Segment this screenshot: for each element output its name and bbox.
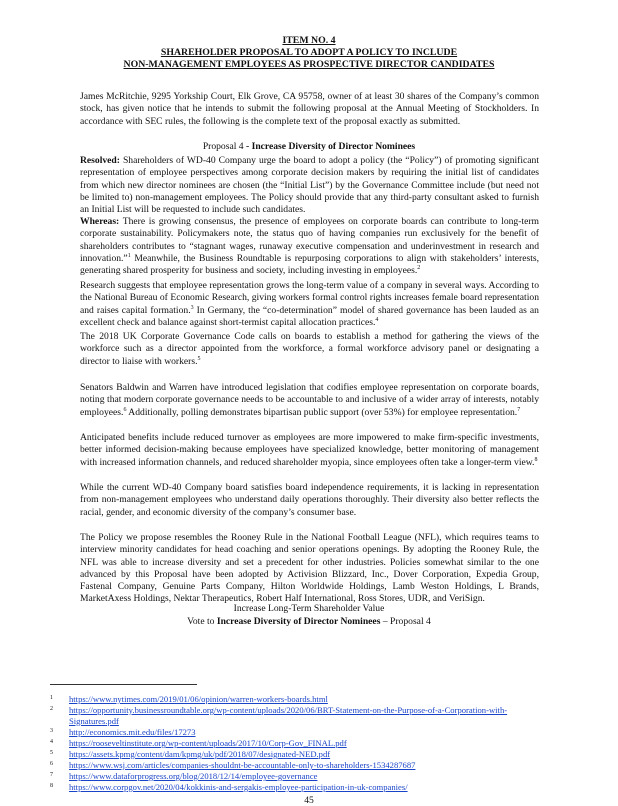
paragraph-text: Research suggests that employee representation grows the long-term value of a company in several ways. According to the National Bureau of Economic Research, giving workers formal control rights increases female board representation and raises capital formation.	[80, 280, 539, 316]
footnote-number: 6	[50, 761, 53, 767]
uk-code-paragraph	[80, 331, 539, 368]
footnote-number: 1	[50, 695, 53, 701]
footnote-link[interactable]: https://www.nytimes.com/2019/01/06/opinion/warren-workers-boards.html	[69, 694, 328, 704]
paragraph-text: James McRitchie, 9295 Yorkship Court, Elk Grove, CA 95758, owner of at least 30 shares of the Company’s common stock, has given notice that he intends to submit the following proposal at the Annual Meeting of Stockholders. In accordance with SEC rules, the following is the complete text of the proposal exactly as submitted.	[80, 91, 539, 127]
vote-title: Increase Diversity of Director Nominees	[216, 616, 381, 627]
research-paragraph	[80, 280, 539, 329]
intro-paragraph	[80, 91, 539, 128]
footnote-reference[interactable]: 5	[197, 355, 201, 362]
board-paragraph	[80, 482, 539, 519]
proposal-heading-title: - Increase Diversity of Director Nominees	[243, 141, 416, 152]
footnote-number: 4	[50, 739, 53, 745]
footnote-reference[interactable]: 4	[375, 316, 379, 323]
footnote-link[interactable]: https://www.corpgov.net/2020/04/kokkinis-and-sergakis-employee-participation-in-uk-companies/	[69, 782, 408, 792]
footnote	[50, 727, 550, 738]
benefits-paragraph	[80, 432, 539, 469]
footnote-reference[interactable]: 6	[123, 406, 127, 413]
footnote	[50, 782, 550, 793]
footnote-link[interactable]: https://www.dataforprogress.org/blog/2018/12/14/employee-governance	[69, 771, 318, 781]
paragraph-text: Senators Baldwin and Warren have introduced legislation that codifies employee representation on corporate boards, noting that modern corporate governance needs to be accountable to and inclusive of a wider array of interests, notably employees.	[80, 382, 539, 418]
paragraph-text: Meanwhile, the Business Roundtable is repurposing corporations to align with stakeholders’ interests, generating shared prosperity for business and society, including investing in employees.	[80, 252, 539, 277]
footnote	[50, 760, 550, 771]
footnote-link[interactable]: https://rooseveltinstitute.org/wp-content/uploads/2017/10/Corp-Gov_FINAL.pdf	[69, 738, 347, 748]
footnote-link[interactable]: https://www.wsj.com/articles/companies-shouldnt-be-accountable-only-to-shareholders-1534287687	[69, 760, 416, 770]
footnote	[50, 749, 550, 760]
footnote	[50, 694, 550, 705]
senators-paragraph	[80, 382, 539, 419]
footnote-number: 8	[50, 783, 53, 789]
whereas-paragraph	[80, 216, 539, 277]
footnote-reference[interactable]: 7	[517, 406, 521, 413]
closing-vote-line	[0, 616, 618, 628]
footnote-divider	[50, 684, 197, 685]
paragraph-text: In Germany, the “co-determination” model of shared governance has been lauded as an excellent check and balance against short-termist capital allocation practices.	[80, 304, 539, 328]
vote-suffix: – Proposal 4	[380, 616, 431, 627]
footnote-link[interactable]: http://economics.mit.edu/files/17273	[69, 727, 196, 737]
footnote-link[interactable]: https://assets.kpmg/content/dam/kpmg/uk/pdf/2018/07/designated-NED.pdf	[69, 749, 331, 759]
paragraph-label: Whereas:	[80, 216, 120, 227]
footnote-reference[interactable]: 8	[534, 456, 538, 463]
footnote-number: 2	[50, 706, 53, 712]
section-title-line-1: SHAREHOLDER PROPOSAL TO ADOPT A POLICY TO INCLUDE	[160, 47, 458, 58]
paragraph-text: The Policy we propose resembles the Rooney Rule in the National Football League (NFL), which requires teams to interview minority candidates for head coaching and senior operations openings. By adopting the Rooney Rule, the NFL was able to increase diversity and set a precedent for other industries. Policies somewhat similar to the one advanced by this Proposal have been adopted by Activision Blizzard, Inc., Dover Corporation, Expedia Group, Fastenal Company, Genuine Parts Company, Hilton Worldwide Holdings, Lamb Weston Holdings, L Brands, MarketAxess Holdings, Nektar Therapeutics, Robert Half International, Ross Stores, UDR, and VeriSign.	[80, 532, 539, 605]
footnote-number: 5	[50, 750, 53, 756]
footnote	[50, 738, 550, 749]
paragraph-text: There is growing consensus, the presence of employees on corporate boards can contribute to long-term corporate sustainability. Policymakers note, the status quo of having companies run exclusively for the benefit of shareholders contributes to “stagnant wages, runaway executive compensation and underinvestment in research and innovation.”	[80, 216, 539, 264]
paragraph-text: Shareholders of WD-40 Company urge the board to adopt a policy (the “Policy”) of promoting significant representation of employee perspectives among corporate decision makers by requiring the initial list of candidates from which new director nominees are chosen (the “Initial List”) by the Governance Committee include (but need not be limited to) non-management employees. The Policy should provide that any third-party consultant asked to furnish an Initial List will be requested to include such candidates.	[80, 155, 539, 216]
paragraph-text: Anticipated benefits include reduced turnover as employees are more impowered to make firm-specific investments, better informed decision-making because employees have specialized knowledge, better monitoring of management with increased information channels, and reduced shareholder myopia, since employees often take a longer-term view.	[80, 432, 539, 468]
rooney-rule-paragraph	[80, 532, 539, 606]
proposal-heading	[0, 141, 618, 153]
footnote	[50, 705, 550, 726]
item-number: ITEM NO. 4	[282, 35, 336, 46]
footnote-reference[interactable]: 3	[190, 304, 194, 311]
footnote	[50, 771, 550, 782]
vote-prefix: Vote to	[187, 616, 217, 627]
resolved-paragraph	[80, 155, 539, 216]
footnote-link[interactable]: https://opportunity.businessroundtable.org/wp-content/uploads/2020/06/BRT-Statement-on-the-Purpose-of-a-Corporation-with-Signatures.pdf	[69, 705, 508, 726]
closing-line-1: Increase Long-Term Shareholder Value	[233, 603, 385, 614]
page-number: 45	[304, 795, 314, 806]
footnote-number: 7	[50, 772, 53, 778]
paragraph-text: While the current WD-40 Company board satisfies board independence requirements, it is lacking in representation from non-management employees who understand daily operations thoroughly. Their diversity also better reflects the racial, gender, and economic diversity of the company’s consumer base.	[80, 482, 539, 518]
section-title-line-2: NON-MANAGEMENT EMPLOYEES AS PROSPECTIVE DIRECTOR CANDIDATES	[123, 59, 495, 70]
footnote-reference[interactable]: 1	[127, 252, 131, 259]
proposal-heading-prefix: Proposal 4	[202, 141, 244, 152]
paragraph-text: The 2018 UK Corporate Governance Code calls on boards to establish a method for gathering the views of the workforce such as a director appointed from the workforce, a formal workforce advisory panel or designating a director to liaise with workers.	[80, 331, 539, 367]
paragraph-label: Resolved:	[80, 155, 120, 166]
paragraph-text: Additionally, polling demonstrates bipartisan public support (over 53%) for employee representation.	[126, 406, 518, 418]
footnote-reference[interactable]: 2	[417, 265, 421, 271]
footnote-number: 3	[50, 728, 53, 734]
